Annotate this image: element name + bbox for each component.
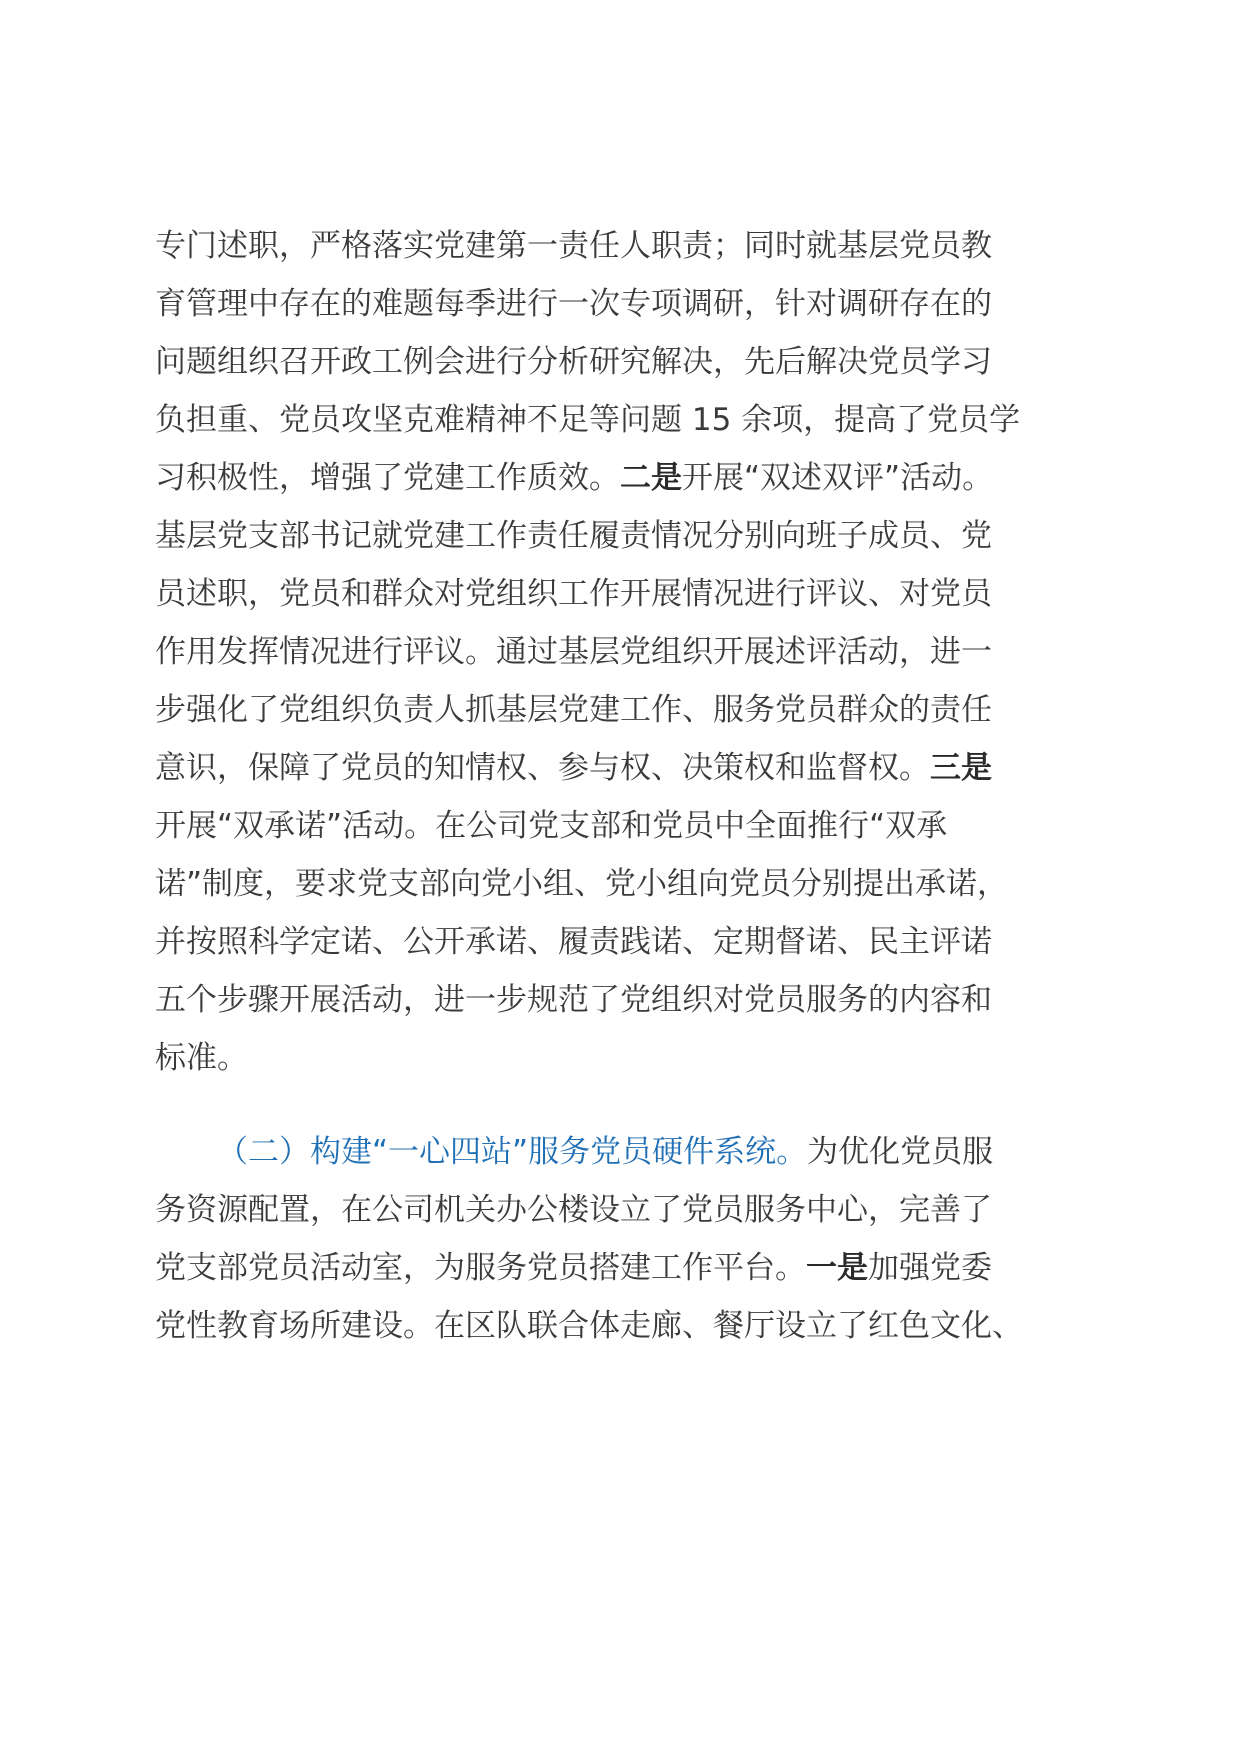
- line-text: 习积极性，增强了党建工作质效。: [155, 460, 620, 496]
- section-heading: （二）构建“一心四站”服务党员硬件系统。: [217, 1134, 808, 1170]
- line-text: 意识，保障了党员的知情权、参与权、决策权和监督权。: [155, 750, 930, 786]
- paragraph-line: 问题组织召开政工例会进行分析研究解决，先后解决党员学习: [155, 344, 992, 380]
- paragraph-line: [155, 743, 992, 793]
- paragraph-line: 党性教育场所建设。在区队联合体走廊、餐厅设立了红色文化、: [155, 1308, 1023, 1344]
- paragraph-line: 育管理中存在的难题每季进行一次专项调研，针对调研存在的: [155, 286, 992, 322]
- bold-marker-two: 二是: [620, 460, 682, 496]
- line-text: 加强党委: [868, 1250, 992, 1286]
- paragraph-line: [217, 1127, 993, 1177]
- paragraph-line: 步强化了党组织负责人抓基层党建工作、服务党员群众的责任: [155, 692, 992, 728]
- paragraph-line: 基层党支部书记就党建工作责任履责情况分别向班子成员、党: [155, 518, 992, 554]
- paragraph-line: 专门述职，严格落实党建第一责任人职责；同时就基层党员教: [155, 228, 992, 264]
- paragraph-line: 标准。: [155, 1040, 248, 1076]
- line-text: 为优化党员服: [807, 1134, 994, 1170]
- line-text: 开展“双述双评”活动。: [682, 460, 994, 496]
- paragraph-line: 诺”制度，要求党支部向党小组、党小组向党员分别提出承诺，: [155, 866, 1009, 902]
- line-text: 党支部党员活动室，为服务党员搭建工作平台。: [155, 1250, 806, 1286]
- paragraph-line: 开展“双承诺”活动。在公司党支部和党员中全面推行“双承: [155, 808, 948, 844]
- paragraph-line: 作用发挥情况进行评议。通过基层党组织开展述评活动，进一: [155, 634, 992, 670]
- bold-marker-three: 三是: [930, 750, 992, 786]
- paragraph-line: 并按照科学定诺、公开承诺、履责践诺、定期督诺、民主评诺: [155, 924, 992, 960]
- paragraph-line: [155, 1243, 992, 1293]
- paragraph-line: 员述职，党员和群众对党组织工作开展情况进行评议、对党员: [155, 576, 992, 612]
- paragraph-line: 五个步骤开展活动，进一步规范了党组织对党员服务的内容和: [155, 982, 992, 1018]
- bold-marker-one: 一是: [806, 1250, 868, 1286]
- paragraph-line: 负担重、党员攻坚克难精神不足等问题 15 余项，提高了党员学: [155, 402, 1021, 438]
- paragraph-line: [155, 453, 993, 503]
- paragraph-line: 务资源配置，在公司机关办公楼设立了党员服务中心，完善了: [155, 1192, 992, 1228]
